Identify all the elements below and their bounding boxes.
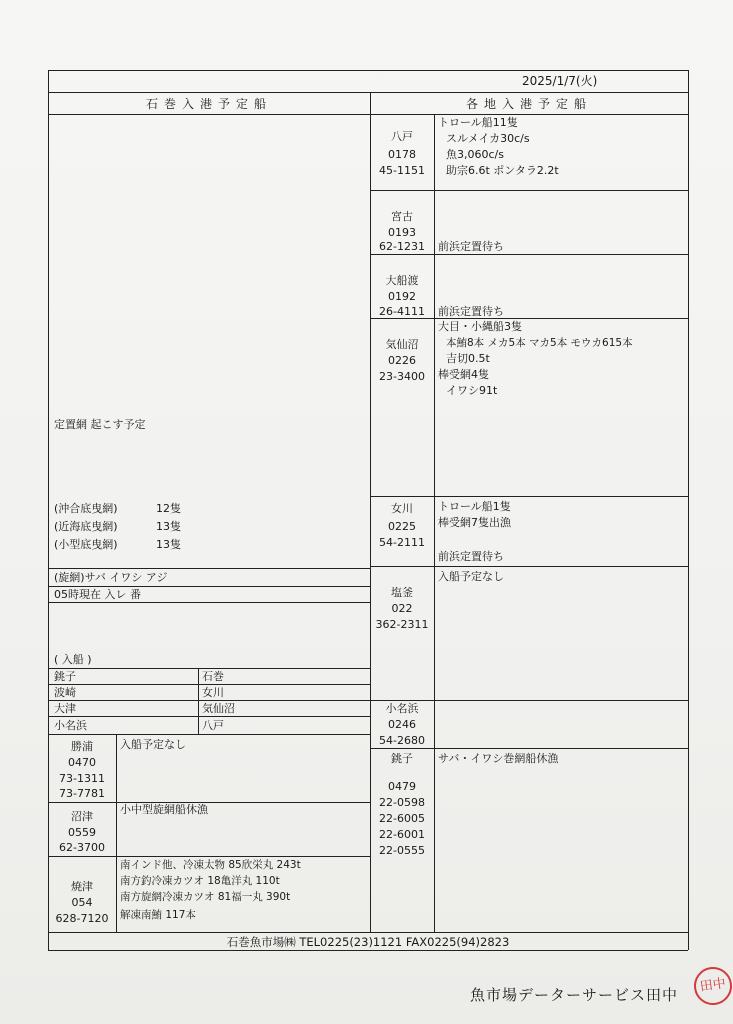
port-note: 南インド他、冷凍太物 85欣栄丸 243t <box>120 859 301 871</box>
port-name: 銚子 <box>391 752 413 765</box>
port-phone: 0246 <box>388 718 416 731</box>
trawl-count: 13隻 <box>156 520 181 533</box>
port-name: 焼津 <box>71 880 93 893</box>
port-phone: 0178 <box>388 148 416 161</box>
port-phone: 54-2680 <box>379 734 425 747</box>
senmo-label: (旋網)サバ イワシ アジ <box>54 571 168 584</box>
port-phone: 0192 <box>388 290 416 303</box>
port-phone: 23-3400 <box>379 370 425 383</box>
report-table <box>48 70 688 950</box>
time-note: 05時現在 入レ 番 <box>54 588 141 601</box>
port-note: 入船予定なし <box>120 738 186 751</box>
port-phone: 22-6005 <box>379 812 425 825</box>
port-name: 大船渡 <box>385 274 419 287</box>
port-name: 宮古 <box>391 210 413 223</box>
port-note: 南方旋網冷凍カツオ 81福一丸 390t <box>120 891 291 903</box>
port-phone: 0226 <box>388 354 416 367</box>
port-phone: 628-7120 <box>55 912 109 925</box>
pair-port: 八戸 <box>202 719 224 732</box>
port-phone: 0193 <box>388 226 416 239</box>
port-name: 小名浜 <box>385 702 419 715</box>
port-note: 解凍南鮪 117本 <box>120 909 196 921</box>
port-phone: 0225 <box>388 520 416 533</box>
port-name: 八戸 <box>391 130 413 143</box>
right-section-title: 各地入港予定船 <box>465 97 592 111</box>
port-name: 沼津 <box>71 810 93 823</box>
port-note: トロール船1隻 <box>438 500 511 513</box>
port-note: 大目・小縄船3隻 <box>438 320 522 333</box>
port-phone: 62-3700 <box>59 841 105 854</box>
pair-port: 小名浜 <box>54 719 87 732</box>
port-note: サバ・イワシ巻網船休漁 <box>438 752 559 765</box>
port-phone: 362-2311 <box>375 618 429 631</box>
port-note: イワシ91t <box>446 384 498 397</box>
port-note: 吉切0.5t <box>446 352 490 365</box>
port-note: 小中型旋網船休漁 <box>120 803 208 816</box>
port-note: 棒受網7隻出漁 <box>438 516 511 529</box>
port-phone: 73-1311 <box>59 772 105 785</box>
port-phone: 22-6001 <box>379 828 425 841</box>
port-note: 前浜定置待ち <box>438 550 504 563</box>
port-name: 塩釜 <box>391 586 413 599</box>
pair-port: 銚子 <box>54 670 76 683</box>
trawl-label: (沖合底曳網) <box>54 502 118 515</box>
left-section-title: 石巻入港予定船 <box>145 97 272 111</box>
trawl-label: (小型底曳網) <box>54 538 118 551</box>
footer-contact: 石巻魚市場㈱ TEL0225(23)1121 FAX0225(94)2823 <box>226 935 510 949</box>
port-phone: 054 <box>71 896 93 909</box>
trawl-count: 12隻 <box>156 502 181 515</box>
pair-port: 石巻 <box>202 670 224 683</box>
pair-port: 大津 <box>54 702 76 715</box>
port-phone: 62-1231 <box>379 240 425 253</box>
port-note: トロール船11隻 <box>438 116 518 129</box>
port-note: 前浜定置待ち <box>438 240 504 253</box>
trawl-label: (近海底曳網) <box>54 520 118 533</box>
port-note: 魚3,060c/s <box>446 148 504 161</box>
port-note: 本鮪8本 メカ5本 マカ5本 モウカ615本 <box>446 337 633 349</box>
port-name: 女川 <box>391 502 413 515</box>
name-seal-stamp: 田中 <box>692 965 733 1008</box>
port-phone: 73-7781 <box>59 787 105 800</box>
port-phone: 54-2111 <box>379 536 425 549</box>
trawl-count: 13隻 <box>156 538 181 551</box>
port-note: 南方釣冷凍カツオ 18亀洋丸 110t <box>120 875 280 887</box>
port-name: 気仙沼 <box>385 338 419 351</box>
port-note: 前浜定置待ち <box>438 305 504 318</box>
port-phone: 22-0555 <box>379 844 425 857</box>
port-note: スルメイカ30c/s <box>446 132 530 145</box>
port-phone: 022 <box>391 602 413 615</box>
port-phone: 0479 <box>388 780 416 793</box>
pair-port: 女川 <box>202 686 224 699</box>
pair-port: 波崎 <box>54 686 76 699</box>
port-phone: 26-4111 <box>379 305 425 318</box>
report-date: 2025/1/7(火) <box>522 74 598 88</box>
port-phone: 0470 <box>68 756 96 769</box>
pair-port: 気仙沼 <box>202 702 235 715</box>
port-note: 入船予定なし <box>438 570 504 583</box>
handwritten-signature: 魚市場データーサービス田中 <box>470 986 679 1004</box>
port-phone: 22-0598 <box>379 796 425 809</box>
nyusen-label: ( 入船 ) <box>54 653 92 666</box>
port-phone: 45-1151 <box>379 164 425 177</box>
port-note: 助宗6.6t ポンタラ2.2t <box>446 164 559 177</box>
port-phone: 0559 <box>68 826 96 839</box>
teichi-note: 定置網 起こす予定 <box>54 418 146 431</box>
port-note: 棒受網4隻 <box>438 368 489 381</box>
port-name: 勝浦 <box>71 740 93 753</box>
